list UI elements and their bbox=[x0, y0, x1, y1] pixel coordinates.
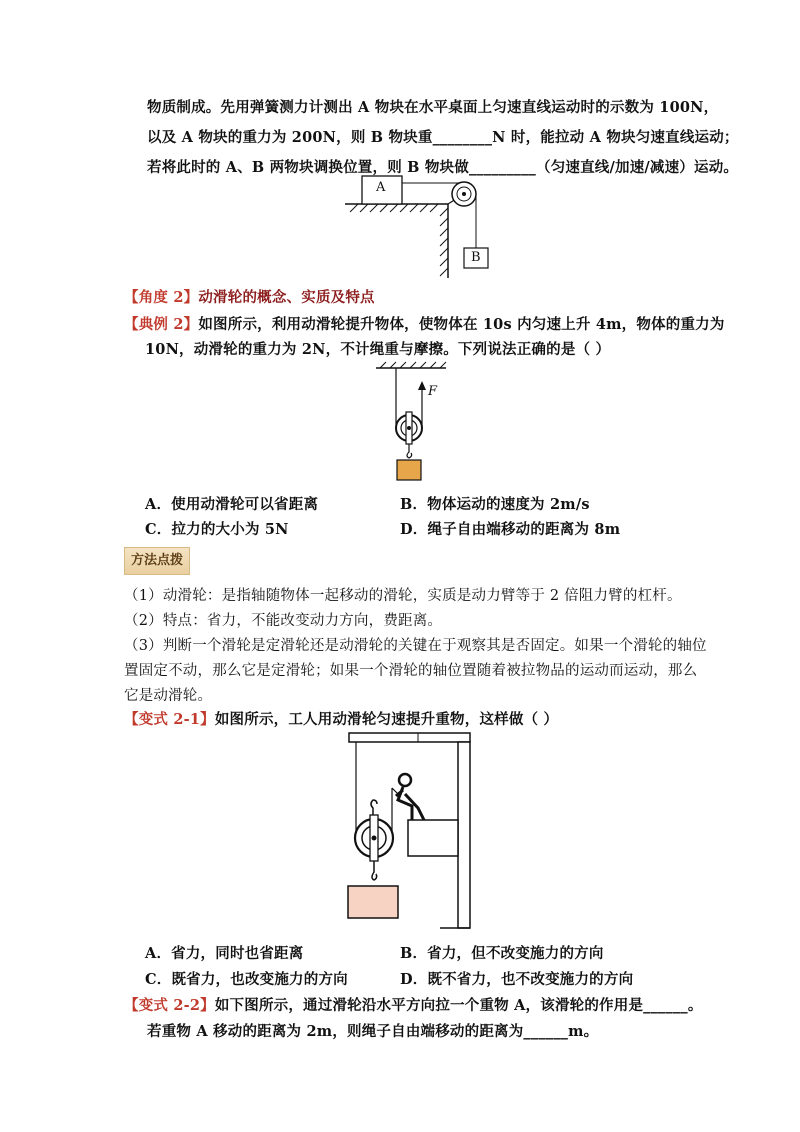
method-p3c: 它是动滑轮。 bbox=[124, 688, 213, 704]
method-p2: （2）特点：省力，不能改变动力方向，费距离。 bbox=[124, 613, 443, 629]
variant21-option-a: A．省力，同时也省距离 bbox=[145, 945, 304, 962]
block-a-label: A bbox=[376, 180, 386, 195]
example2-text-1: 如图所示，利用动滑轮提升物体，使物体在 10s 内匀速上升 4m，物体的重力为 bbox=[198, 316, 725, 333]
variant22-line-1 bbox=[124, 994, 703, 1015]
example2-option-b: B．物体运动的速度为 2m/s bbox=[400, 496, 590, 513]
variant21-option-c: C．既省力，也改变施力的方向 bbox=[145, 971, 348, 988]
method-p1: （1）动滑轮：是指轴随物体一起移动的滑轮，实质是动力臂等于 2 倍阻力臂的杠杆。 bbox=[124, 588, 682, 604]
angle2-tag: 【角度 2】 bbox=[124, 289, 199, 306]
method-p3a: （3）判断一个滑轮是定滑轮还是动滑轮的关键在于观察其是否固定。如果一个滑轮的轴位 bbox=[124, 638, 707, 654]
method-badge: 方法点拨 bbox=[124, 547, 190, 575]
example2-option-d: D．绳子自由端移动的距离为 8m bbox=[400, 521, 621, 538]
variant22-text-1: 如下图所示，通过滑轮沿水平方向拉一个重物 A，该滑轮的作用是______。 bbox=[214, 997, 703, 1014]
block-b-label: B bbox=[471, 250, 481, 265]
method-p3b: 置固定不动，那么它是定滑轮；如果一个滑轮的轴位置随着被拉物品的运动而运动，那么 bbox=[124, 663, 698, 679]
example2-tag: 【典例 2】 bbox=[124, 316, 199, 333]
intro-line-3: 若将此时的 A、B 两物块调换位置，则 B 物块做_________（匀速直线/加速/减速）运动。 bbox=[147, 159, 739, 176]
example2-line-2: 10N，动滑轮的重力为 2N，不计绳重与摩擦。下列说法正确的是（ ） bbox=[145, 341, 611, 358]
variant21-option-d: D．既不省力，也不改变施力的方向 bbox=[400, 971, 634, 988]
variant22-line-2: 若重物 A 移动的距离为 2m，则绳子自由端移动的距离为______m。 bbox=[147, 1023, 599, 1040]
variant22-tag: 【变式 2-2】 bbox=[124, 997, 215, 1014]
intro-line-2: 以及 A 物块的重力为 200N，则 B 物块重________N 时，能拉动 A 物块匀速直线运动； bbox=[147, 129, 739, 146]
variant21-text: 如图所示，工人用动滑轮匀速提升重物，这样做（ ） bbox=[214, 711, 559, 728]
variant21-option-b: B．省力，但不改变施力的方向 bbox=[400, 945, 604, 962]
example2-option-c: C．拉力的大小为 5N bbox=[145, 521, 289, 538]
intro-line-1: 物质制成。先用弹簧测力计测出 A 物块在水平桌面上匀速直线运动时的示数为 100N， bbox=[147, 99, 719, 116]
variant21-tag: 【变式 2-1】 bbox=[124, 711, 215, 728]
example2-option-a: A．使用动滑轮可以省距离 bbox=[145, 496, 319, 513]
force-label: F bbox=[428, 384, 438, 399]
angle2-title: 动滑轮的概念、实质及特点 bbox=[198, 289, 375, 306]
